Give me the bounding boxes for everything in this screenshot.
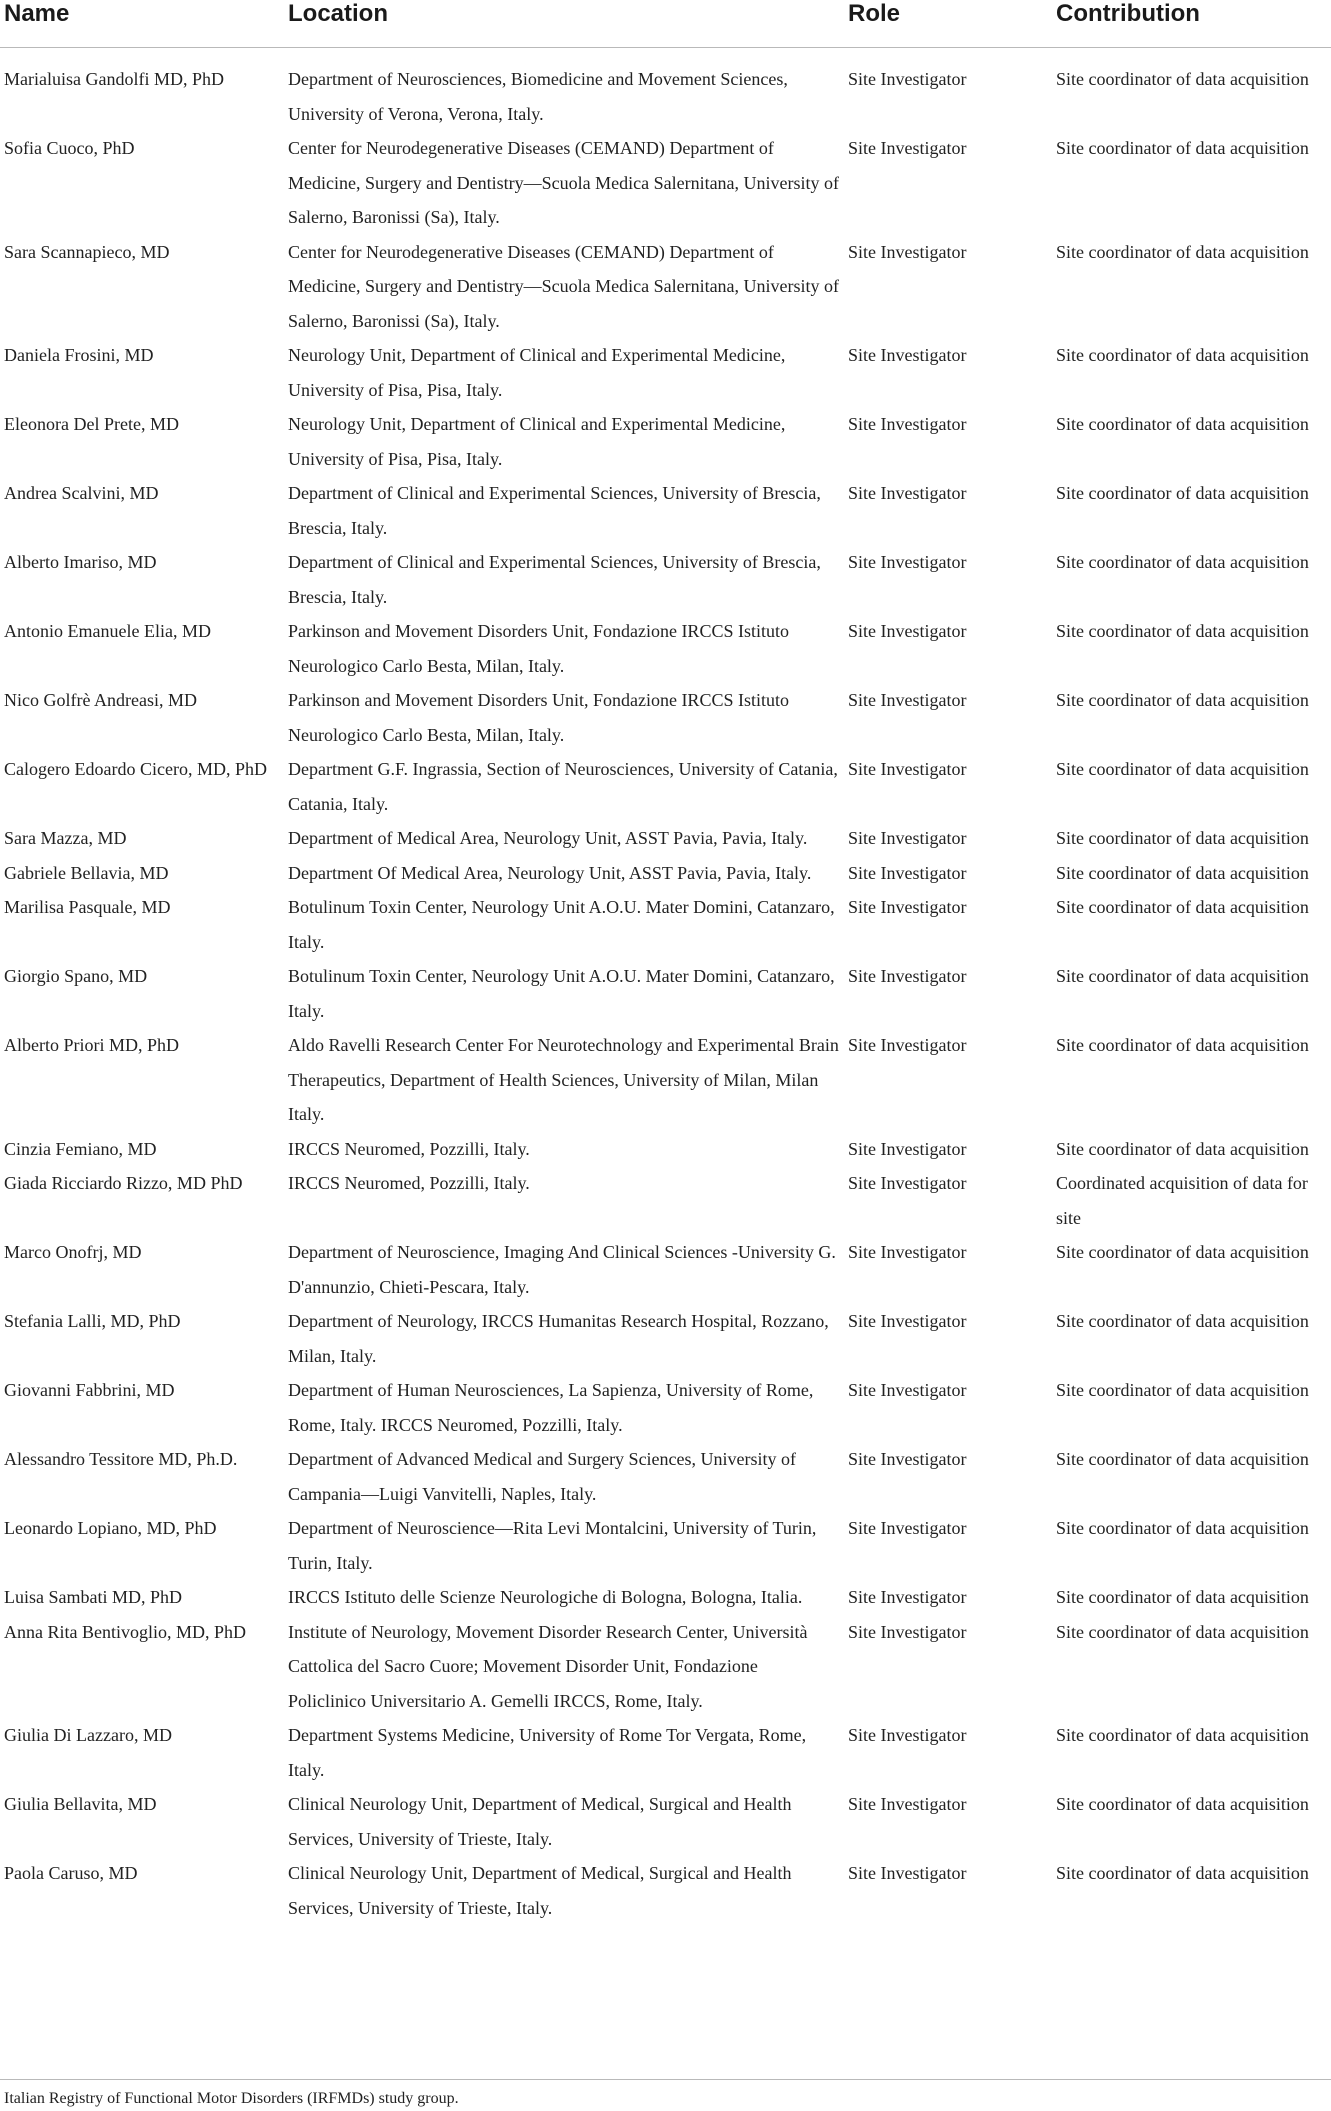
cell-contribution: Site coordinator of data acquisition [1056,621,1309,641]
cell-name: Alberto Imariso, MD [4,552,157,572]
table-row [0,1787,1331,1856]
cell-contribution: Site coordinator of data acquisition [1056,1621,1309,1642]
cell-location: Center for Neurodegenerative Diseases (CEMAND) Department of Medicine, Surgery and Dentistry—Scuola Medica Salernitana, University of Salerno, Baronissi (Sa), Italy. [288,241,840,331]
cell-name: Sofia Cuoco, PhD [4,138,135,158]
cell-role: Site Investigator [848,621,967,641]
cell-name: Marialuisa Gandolfi MD, PhD [4,69,224,89]
header-location: Location [284,0,844,48]
table-row [0,614,1331,683]
footer-divider [0,2079,1331,2080]
cell-name: Giada Ricciardo Rizzo, MD PhD [4,1173,243,1193]
cell-contribution: Site coordinator of data acquisition [1056,1311,1309,1331]
table-row [0,1615,1331,1719]
cell-contribution: Coordinated acquisition of data for site [1056,1173,1308,1228]
cell-contribution: Site coordinator of data acquisition [1056,1138,1309,1159]
table-row [0,1028,1331,1132]
cell-contribution: Site coordinator of data acquisition [1056,690,1309,710]
table-row [0,407,1331,476]
cell-name: Marilisa Pasquale, MD [4,897,171,917]
table-row [0,752,1331,821]
cell-location: Department of Medical Area, Neurology Unit, ASST Pavia, Pavia, Italy. [288,828,808,848]
cell-name: Antonio Emanuele Elia, MD [4,621,211,641]
cell-role: Site Investigator [848,897,967,917]
cell-role: Site Investigator [848,1725,967,1745]
cell-name: Sara Scannapieco, MD [4,241,170,262]
table-header [0,0,1331,48]
cell-role: Site Investigator [848,1035,967,1055]
cell-name: Marco Onofrj, MD [4,1242,142,1262]
table-row [0,1166,1331,1235]
cell-role: Site Investigator [848,1794,967,1814]
cell-name: Giovanni Fabbrini, MD [4,1380,175,1400]
cell-location: Department of Clinical and Experimental Sciences, University of Brescia, Brescia, Italy. [288,552,821,607]
cell-location: Department of Advanced Medical and Surgery Sciences, University of Campania—Luigi Vanvitelli, Naples, Italy. [288,1449,797,1504]
cell-contribution: Site coordinator of data acquisition [1056,241,1309,262]
cell-name: Luisa Sambati MD, PhD [4,1587,182,1607]
table-row [0,131,1331,235]
cell-name: Giulia Di Lazzaro, MD [4,1725,172,1745]
cell-location: Department Systems Medicine, University of Rome Tor Vergata, Rome, Italy. [288,1725,807,1780]
table-row [0,1373,1331,1442]
cell-location: Department of Neurology, IRCCS Humanitas Research Hospital, Rozzano, Milan, Italy. [288,1311,829,1366]
cell-location: Department of Human Neurosciences, La Sapienza, University of Rome, Rome, Italy. IRCCS Neuromed, Pozzilli, Italy. [288,1380,814,1435]
cell-role: Site Investigator [848,1242,967,1262]
cell-name: Giulia Bellavita, MD [4,1794,157,1814]
table-footnote: Italian Registry of Functional Motor Disorders (IRFMDs) study group. [4,2090,459,2107]
table-row [0,1580,1331,1615]
cell-contribution: Site coordinator of data acquisition [1056,1863,1309,1883]
table-row [0,235,1331,339]
cell-role: Site Investigator [848,1380,967,1400]
table-row [0,338,1331,407]
cell-contribution: Site coordinator of data acquisition [1056,1587,1309,1607]
cell-role: Site Investigator [848,1863,967,1883]
table-row [0,959,1331,1028]
cell-name: Stefania Lalli, MD, PhD [4,1311,181,1331]
table-row [0,476,1331,545]
cell-location: IRCCS Neuromed, Pozzilli, Italy. [288,1173,530,1193]
cell-location: Department of Neuroscience—Rita Levi Montalcini, University of Turin, Turin, Italy. [288,1518,817,1573]
cell-location: Clinical Neurology Unit, Department of Medical, Surgical and Health Services, University of Trieste, Italy. [288,1863,792,1918]
cell-location: Department of Neurosciences, Biomedicine and Movement Sciences, University of Verona, Verona, Italy. [288,69,788,124]
cell-name: Sara Mazza, MD [4,828,127,848]
cell-location: IRCCS Neuromed, Pozzilli, Italy. [288,1138,530,1159]
cell-name: Giorgio Spano, MD [4,966,148,986]
cell-contribution: Site coordinator of data acquisition [1056,828,1309,848]
cell-contribution: Site coordinator of data acquisition [1056,966,1309,986]
cell-name: Eleonora Del Prete, MD [4,414,179,434]
table-row [0,1511,1331,1580]
cell-role: Site Investigator [848,138,967,158]
cell-contribution: Site coordinator of data acquisition [1056,1449,1309,1469]
cell-role: Site Investigator [848,345,967,365]
cell-name: Daniela Frosini, MD [4,345,154,365]
cell-role: Site Investigator [848,241,967,262]
header-row [0,0,1331,48]
cell-name: Calogero Edoardo Cicero, MD, PhD [4,759,267,779]
header-contribution: Contribution [1052,0,1331,48]
cell-role: Site Investigator [848,690,967,710]
cell-location: Botulinum Toxin Center, Neurology Unit A.O.U. Mater Domini, Catanzaro, Italy. [288,966,835,1021]
cell-name: Cinzia Femiano, MD [4,1138,157,1159]
cell-contribution: Site coordinator of data acquisition [1056,345,1309,365]
cell-contribution: Site coordinator of data acquisition [1056,483,1309,503]
cell-contribution: Site coordinator of data acquisition [1056,1794,1309,1814]
cell-role: Site Investigator [848,1311,967,1331]
cell-role: Site Investigator [848,483,967,503]
cell-location: Neurology Unit, Department of Clinical and Experimental Medicine, University of Pisa, Pisa, Italy. [288,414,786,469]
cell-role: Site Investigator [848,69,967,89]
cell-contribution: Site coordinator of data acquisition [1056,414,1309,434]
header-name: Name [0,0,284,48]
table-row [0,1235,1331,1304]
cell-role: Site Investigator [848,1621,967,1642]
cell-role: Site Investigator [848,759,967,779]
cell-location: Aldo Ravelli Research Center For Neurotechnology and Experimental Brain Therapeutics, Department of Health Sciences, University of Milan, Milan Italy. [288,1035,839,1124]
cell-name: Paola Caruso, MD [4,1863,138,1883]
cell-location: Department Of Medical Area, Neurology Unit, ASST Pavia, Pavia, Italy. [288,862,812,883]
cell-location: Neurology Unit, Department of Clinical and Experimental Medicine, University of Pisa, Pisa, Italy. [288,345,786,400]
cell-role: Site Investigator [848,966,967,986]
cell-contribution: Site coordinator of data acquisition [1056,1725,1309,1745]
cell-name: Nico Golfrè Andreasi, MD [4,690,197,710]
cell-name: Andrea Scalvini, MD [4,483,159,503]
cell-location: Clinical Neurology Unit, Department of Medical, Surgical and Health Services, University of Trieste, Italy. [288,1794,792,1849]
cell-location: Parkinson and Movement Disorders Unit, Fondazione IRCCS Istituto Neurologico Carlo Besta, Milan, Italy. [288,690,789,745]
cell-contribution: Site coordinator of data acquisition [1056,759,1309,779]
cell-contribution: Site coordinator of data acquisition [1056,1242,1309,1262]
cell-role: Site Investigator [848,1518,967,1538]
cell-role: Site Investigator [848,414,967,434]
cell-location: Department of Neuroscience, Imaging And Clinical Sciences -University G. D'annunzio, Chieti-Pescara, Italy. [288,1242,836,1297]
table-row [0,890,1331,959]
table-row [0,821,1331,856]
cell-role: Site Investigator [848,552,967,572]
cell-location: Department of Clinical and Experimental Sciences, University of Brescia, Brescia, Italy. [288,483,821,538]
cell-contribution: Site coordinator of data acquisition [1056,1035,1309,1055]
cell-role: Site Investigator [848,1449,967,1469]
cell-contribution: Site coordinator of data acquisition [1056,897,1309,917]
cell-role: Site Investigator [848,1138,967,1159]
cell-location: Botulinum Toxin Center, Neurology Unit A.O.U. Mater Domini, Catanzaro, Italy. [288,897,835,952]
cell-name: Gabriele Bellavia, MD [4,862,169,883]
cell-role: Site Investigator [848,862,967,883]
cell-name: Anna Rita Bentivoglio, MD, PhD [4,1621,246,1642]
cell-contribution: Site coordinator of data acquisition [1056,1518,1309,1538]
table-row [0,1304,1331,1373]
table-row [0,1718,1331,1787]
cell-location: Institute of Neurology, Movement Disorder Research Center, Università Cattolica del Sacro Cuore; Movement Disorder Unit, Fondazione Policlinico Universitario A. Gemelli IRCCS, Rome, Italy. [288,1621,808,1711]
cell-role: Site Investigator [848,828,967,848]
table-row [0,1442,1331,1511]
table-row [0,856,1331,891]
cell-contribution: Site coordinator of data acquisition [1056,552,1309,572]
cell-location: Department G.F. Ingrassia, Section of Neurosciences, University of Catania, Catania, Italy. [288,759,838,814]
table-row [0,48,1331,132]
cell-location: Parkinson and Movement Disorders Unit, Fondazione IRCCS Istituto Neurologico Carlo Besta, Milan, Italy. [288,621,789,676]
table-row [0,1132,1331,1167]
table-row [0,545,1331,614]
cell-contribution: Site coordinator of data acquisition [1056,138,1309,158]
cell-location: Center for Neurodegenerative Diseases (CEMAND) Department of Medicine, Surgery and Dentistry—Scuola Medica Salernitana, University of Salerno, Baronissi (Sa), Italy. [288,138,840,227]
cell-name: Leonardo Lopiano, MD, PhD [4,1518,217,1538]
cell-name: Alessandro Tessitore MD, Ph.D. [4,1449,238,1469]
cell-role: Site Investigator [848,1173,967,1193]
cell-location: IRCCS Istituto delle Scienze Neurologiche di Bologna, Bologna, Italia. [288,1587,803,1607]
cell-contribution: Site coordinator of data acquisition [1056,862,1309,883]
header-role: Role [844,0,1052,48]
table-body [0,48,1331,1926]
table-row [0,1856,1331,1925]
table-row [0,683,1331,752]
cell-name: Alberto Priori MD, PhD [4,1035,179,1055]
cell-contribution: Site coordinator of data acquisition [1056,1380,1309,1400]
cell-contribution: Site coordinator of data acquisition [1056,69,1309,89]
cell-role: Site Investigator [848,1587,967,1607]
